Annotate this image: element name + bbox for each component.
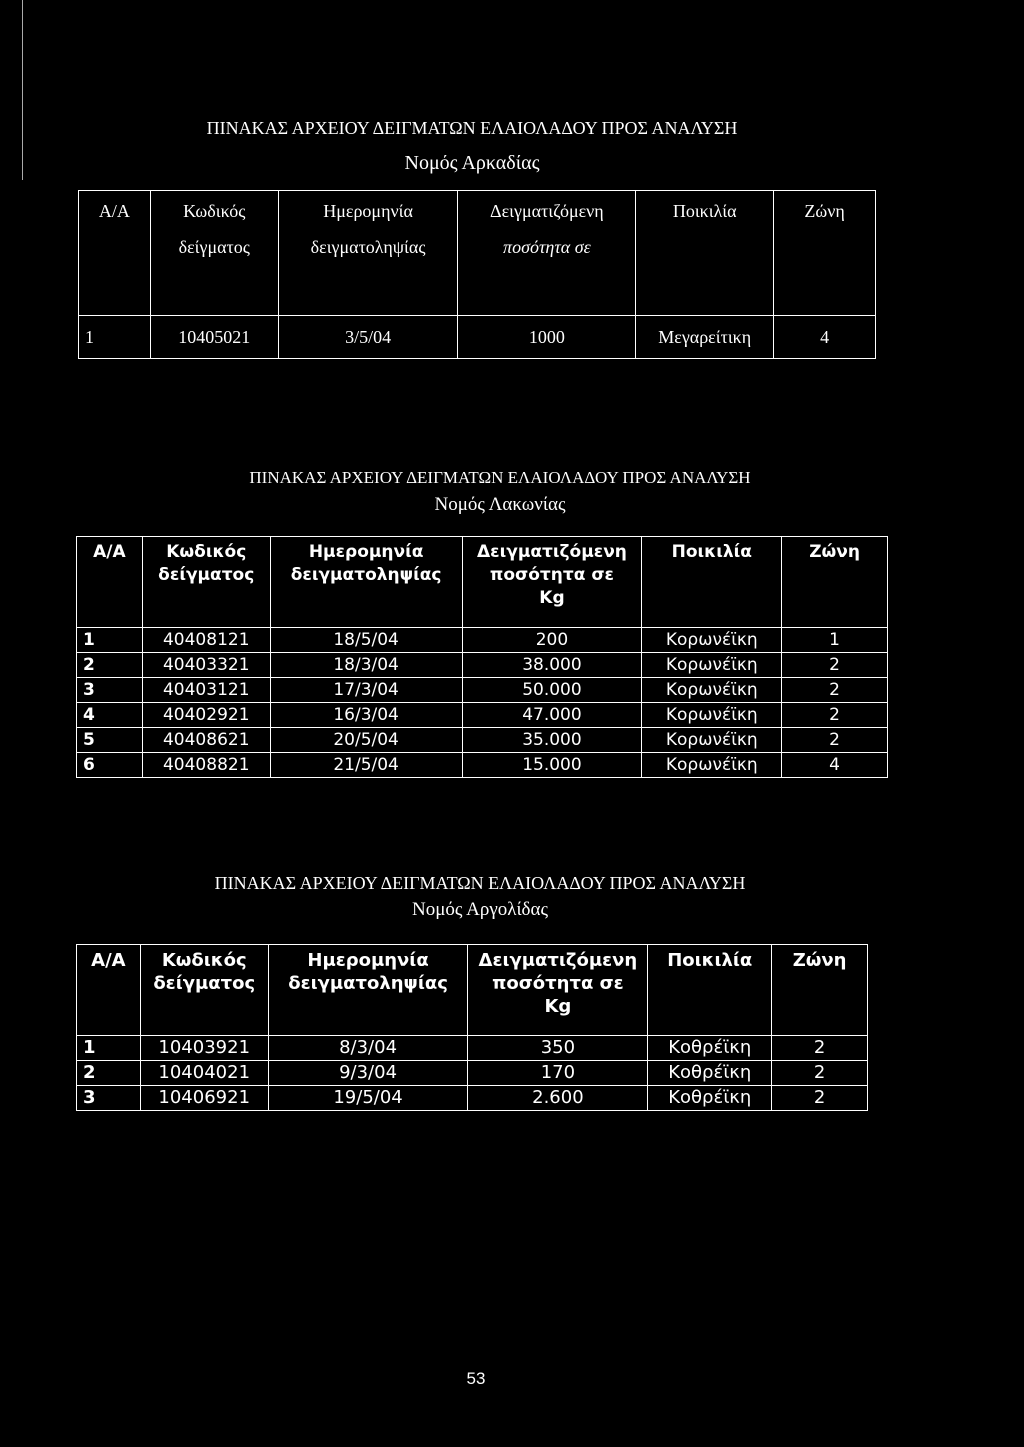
header-zone: Ζώνη xyxy=(782,537,888,628)
cell-aa: 1 xyxy=(77,628,143,653)
cell-aa: 3 xyxy=(77,1086,141,1111)
cell-aa: 4 xyxy=(77,703,143,728)
cell-variety: Κοθρέϊκη xyxy=(648,1061,772,1086)
header-line: δειγματοληψίας xyxy=(310,237,426,257)
table-3-title: ΠΙΝΑΚΑΣ ΑΡΧΕΙΟΥ ΔΕΙΓΜΑΤΩΝ ΕΛΑΙΟΛΑΔΟΥ ΠΡΟΣ ΑΝΑΛΥΣΗ xyxy=(214,873,746,893)
cell-variety: Μεγαρείτικη xyxy=(636,316,774,359)
cell-date: 18/5/04 xyxy=(270,628,462,653)
table-header-row xyxy=(77,537,888,628)
header-line: Κωδικός xyxy=(166,542,247,562)
samples-table-arcadia xyxy=(78,190,876,359)
table-row xyxy=(77,678,888,703)
header-line: ποσότητα σε xyxy=(489,565,615,585)
table-row xyxy=(77,728,888,753)
table-row xyxy=(77,753,888,778)
header-line: δείγματος xyxy=(158,565,255,585)
cell-zone: 2 xyxy=(782,728,888,753)
table-row xyxy=(77,1036,868,1061)
cell-code: 40408621 xyxy=(142,728,270,753)
header-line: Ημερομηνία xyxy=(307,950,429,971)
header-sample-code xyxy=(140,945,268,1036)
header-line: ποσότητα σε xyxy=(503,237,591,257)
cell-quantity: 50.000 xyxy=(462,678,642,703)
cell-aa: 3 xyxy=(77,678,143,703)
header-sample-code xyxy=(142,537,270,628)
table-2-subtitle: Νομός Λακωνίας xyxy=(434,494,566,515)
samples-table-argolida xyxy=(76,944,868,1111)
table-3-subtitle: Νομός Αργολίδας xyxy=(412,899,548,920)
table-row xyxy=(77,703,888,728)
header-aa: Α/Α xyxy=(79,191,151,316)
header-sampling-date xyxy=(278,191,458,316)
cell-code: 40402921 xyxy=(142,703,270,728)
cell-aa: 6 xyxy=(77,753,143,778)
header-line: δείγματος xyxy=(153,973,256,994)
header-line: Ημερομηνία xyxy=(323,201,413,221)
table-header-row xyxy=(79,191,876,316)
cell-zone: 2 xyxy=(772,1086,868,1111)
table-row xyxy=(77,1086,868,1111)
cell-quantity: 1000 xyxy=(458,316,636,359)
cell-quantity: 350 xyxy=(468,1036,648,1061)
header-sampling-date xyxy=(268,945,468,1036)
cell-date: 9/3/04 xyxy=(268,1061,468,1086)
header-zone: Ζώνη xyxy=(772,945,868,1036)
cell-zone: 2 xyxy=(772,1061,868,1086)
cell-aa: 2 xyxy=(77,1061,141,1086)
header-variety: Ποικιλία xyxy=(648,945,772,1036)
cell-variety: Κορωνέϊκη xyxy=(642,628,782,653)
cell-date: 16/3/04 xyxy=(270,703,462,728)
cell-zone: 4 xyxy=(782,753,888,778)
cell-quantity: 2.600 xyxy=(468,1086,648,1111)
header-line: δειγματοληψίας xyxy=(290,565,442,585)
cell-date: 3/5/04 xyxy=(278,316,458,359)
cell-quantity: 47.000 xyxy=(462,703,642,728)
cell-variety: Κοθρέϊκη xyxy=(648,1086,772,1111)
header-line: Ημερομηνία xyxy=(308,542,424,562)
table-header-row xyxy=(77,945,868,1036)
table-1-title: ΠΙΝΑΚΑΣ ΑΡΧΕΙΟΥ ΔΕΙΓΜΑΤΩΝ ΕΛΑΙΟΛΑΔΟΥ ΠΡΟΣ ΑΝΑΛΥΣΗ xyxy=(206,118,738,138)
table-row xyxy=(77,653,888,678)
cell-variety: Κορωνέϊκη xyxy=(642,753,782,778)
header-line: Kg xyxy=(539,588,565,608)
cell-date: 18/3/04 xyxy=(270,653,462,678)
cell-quantity: 200 xyxy=(462,628,642,653)
cell-date: 21/5/04 xyxy=(270,753,462,778)
cell-code: 10406921 xyxy=(140,1086,268,1111)
header-quantity xyxy=(458,191,636,316)
cell-variety: Κορωνέϊκη xyxy=(642,728,782,753)
header-variety: Ποικιλία xyxy=(636,191,774,316)
table-row xyxy=(77,1061,868,1086)
cell-code: 40408821 xyxy=(142,753,270,778)
table-2-title: ΠΙΝΑΚΑΣ ΑΡΧΕΙΟΥ ΔΕΙΓΜΑΤΩΝ ΕΛΑΙΟΛΑΔΟΥ ΠΡΟΣ ΑΝΑΛΥΣΗ xyxy=(249,468,751,487)
cell-variety: Κοθρέϊκη xyxy=(648,1036,772,1061)
header-line: Κωδικός xyxy=(183,201,246,221)
table-row xyxy=(79,316,876,359)
header-line: δείγματος xyxy=(178,237,250,257)
cell-date: 19/5/04 xyxy=(268,1086,468,1111)
cell-zone: 1 xyxy=(782,628,888,653)
cell-quantity: 170 xyxy=(468,1061,648,1086)
cell-zone: 2 xyxy=(782,703,888,728)
cell-code: 10404021 xyxy=(140,1061,268,1086)
cell-zone: 2 xyxy=(772,1036,868,1061)
cell-code: 10405021 xyxy=(150,316,278,359)
header-aa: Α/Α xyxy=(77,945,141,1036)
cell-quantity: 15.000 xyxy=(462,753,642,778)
cell-date: 20/5/04 xyxy=(270,728,462,753)
cell-code: 40403121 xyxy=(142,678,270,703)
header-quantity xyxy=(468,945,648,1036)
cell-zone: 2 xyxy=(782,653,888,678)
cell-date: 8/3/04 xyxy=(268,1036,468,1061)
header-zone: Ζώνη xyxy=(774,191,876,316)
samples-table-laconia xyxy=(76,536,888,778)
header-variety: Ποικιλία xyxy=(642,537,782,628)
header-sampling-date xyxy=(270,537,462,628)
cell-aa: 2 xyxy=(77,653,143,678)
cell-code: 40408121 xyxy=(142,628,270,653)
header-line: Κωδικός xyxy=(161,950,247,971)
header-line: Kg xyxy=(544,996,572,1017)
header-line: δειγματοληψίας xyxy=(288,973,448,994)
cell-zone: 4 xyxy=(774,316,876,359)
header-line: Δειγματιζόμενη xyxy=(490,201,604,221)
header-sample-code xyxy=(150,191,278,316)
table-row xyxy=(77,628,888,653)
cell-aa: 1 xyxy=(79,316,151,359)
cell-variety: Κορωνέϊκη xyxy=(642,703,782,728)
cell-code: 40403321 xyxy=(142,653,270,678)
table-1-subtitle: Νομός Αρκαδίας xyxy=(404,152,540,174)
cell-date: 17/3/04 xyxy=(270,678,462,703)
cell-aa: 1 xyxy=(77,1036,141,1061)
page-number: 53 xyxy=(466,1369,486,1388)
cell-zone: 2 xyxy=(782,678,888,703)
header-quantity xyxy=(462,537,642,628)
header-line: Δειγματιζόμενη xyxy=(478,950,638,971)
cell-aa: 5 xyxy=(77,728,143,753)
cell-variety: Κορωνέϊκη xyxy=(642,678,782,703)
cell-quantity: 38.000 xyxy=(462,653,642,678)
header-line: ποσότητα σε xyxy=(492,973,624,994)
header-line: Δειγματιζόμενη xyxy=(477,542,627,562)
cell-variety: Κορωνέϊκη xyxy=(642,653,782,678)
cell-code: 10403921 xyxy=(140,1036,268,1061)
header-aa: Α/Α xyxy=(77,537,143,628)
cell-quantity: 35.000 xyxy=(462,728,642,753)
